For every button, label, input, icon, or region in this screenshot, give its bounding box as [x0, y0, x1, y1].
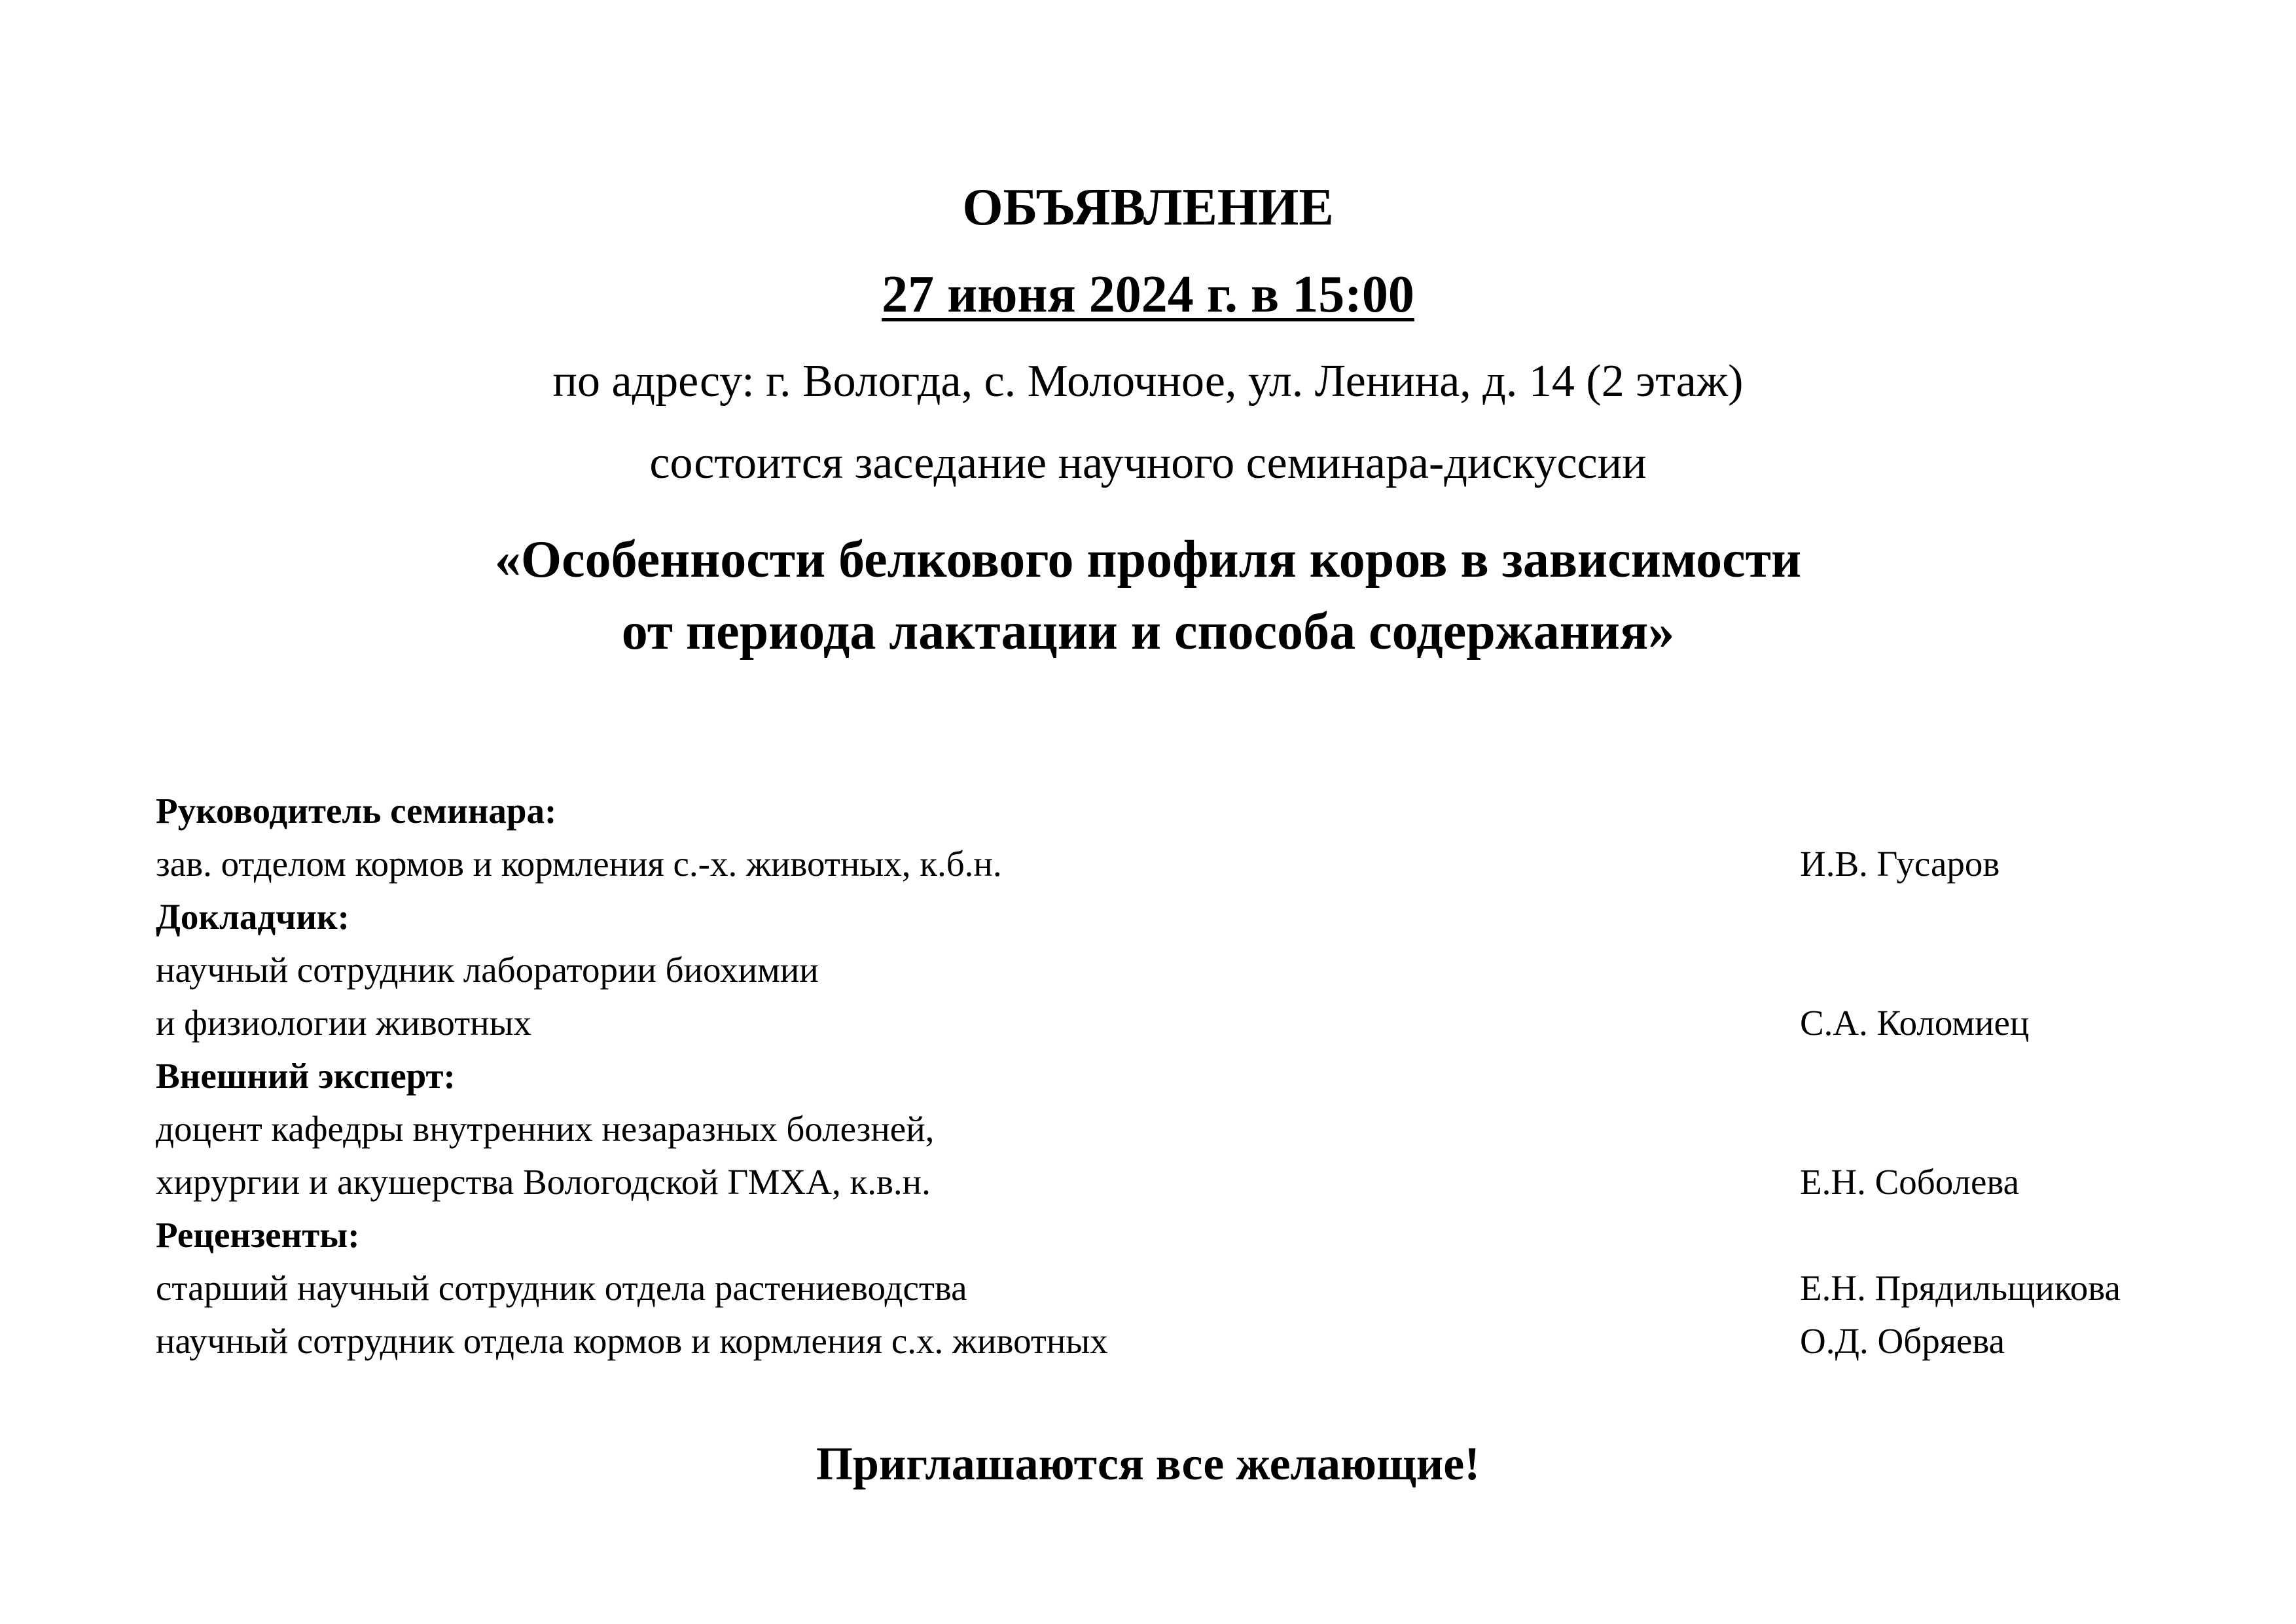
- reviewer-row-2: [156, 1314, 2204, 1367]
- expert-label-row: [156, 1049, 2204, 1102]
- reviewers-label: Рецензенты:: [156, 1215, 360, 1255]
- reviewer-1-position: старший научный сотрудник отдела растениеводства: [156, 1268, 967, 1308]
- seminar-topic-line-2: от периода лактации и способа содержания»: [621, 603, 1675, 660]
- leader-label-row: [156, 784, 2204, 837]
- event-date: 27 июня 2024 г. в 15:00: [882, 266, 1414, 323]
- event-address: по адресу: г. Вологда, с. Молочное, ул. Ленина, д. 14 (2 этаж): [552, 356, 1744, 406]
- seminar-topic-line-1: «Особенности белкового профиля коров в зависимости: [494, 531, 1802, 588]
- expert-row-2: [156, 1155, 2204, 1208]
- reviewer-2-position: научный сотрудник отдела кормов и кормления с.х. животных: [156, 1321, 1108, 1361]
- seminar-topic: [0, 524, 2296, 668]
- announcement-heading: ОБЪЯВЛЕНИЕ: [962, 179, 1334, 236]
- reviewer-1-name: Е.Н. Прядильщикова: [1800, 1268, 2121, 1308]
- speaker-position-line-1: научный сотрудник лаборатории биохимии: [156, 950, 819, 990]
- speaker-row-2: [156, 996, 2204, 1049]
- speaker-label: Докладчик:: [156, 897, 350, 937]
- speaker-position-line-2: и физиологии животных: [156, 1003, 532, 1043]
- leader-label: Руководитель семинара:: [156, 791, 557, 831]
- expert-position-line-2: хирургии и акушерства Вологодской ГМХА, к.в.н.: [156, 1162, 931, 1202]
- expert-position-line-1: доцент кафедры внутренних незаразных болезней,: [156, 1109, 935, 1149]
- invitation-text: Приглашаются все желающие!: [816, 1437, 1480, 1490]
- leader-position: зав. отделом кормов и кормления с.-х. животных, к.б.н.: [156, 844, 1002, 884]
- reviewer-row-1: [156, 1261, 2204, 1314]
- reviewers-label-row: [156, 1208, 2204, 1261]
- speaker-name: С.А. Коломиец: [1800, 1003, 2030, 1043]
- expert-row-1: [156, 1102, 2204, 1155]
- leader-name: И.В. Гусаров: [1800, 844, 2000, 884]
- reviewer-2-name: О.Д. Обряева: [1800, 1321, 2005, 1361]
- expert-label: Внешний эксперт:: [156, 1056, 456, 1096]
- speaker-label-row: [156, 890, 2204, 943]
- leader-row: [156, 837, 2204, 890]
- speaker-row-1: [156, 943, 2204, 996]
- expert-name: Е.Н. Соболева: [1800, 1162, 2020, 1202]
- event-description: состоится заседание научного семинара-дискуссии: [649, 438, 1647, 488]
- participants-list: [156, 784, 2204, 1367]
